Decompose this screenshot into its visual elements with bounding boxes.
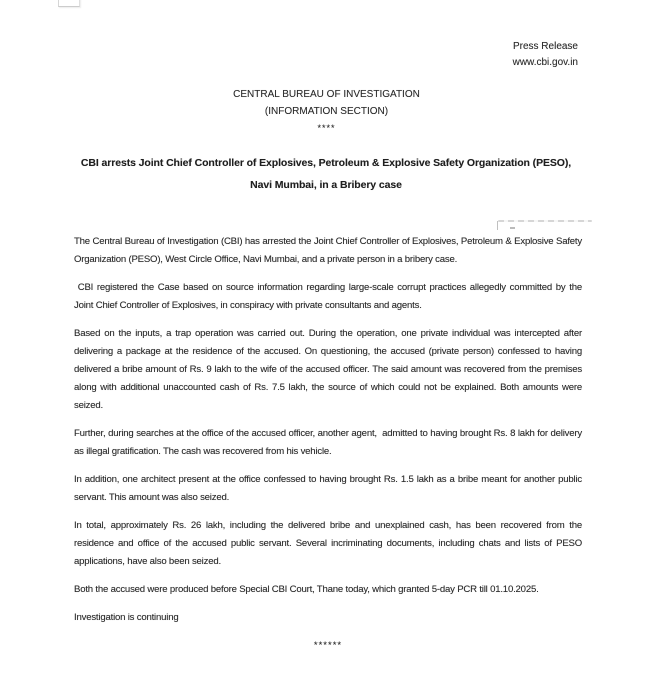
paragraph-6: In total, approximately Rs. 26 lakh, including the delivered bribe and unexplained cash, has been recovered from the residence and office of the accused public servant. Several incriminating documents, including chats and lists of PESO applications, have also been seized. [74,520,585,567]
paragraph-4: Further, during searches at the office of the accused officer, another agent, admitted to having brought Rs. 8 lakh for delivery as illegal gratification. The cash was recovered from his vehicle. [74,428,585,457]
headline-line-1: CBI arrests Joint Chief Controller of Explosives, Petroleum & Explosive Safety Organization (PESO), [80,157,572,169]
press-release-label: Press Release [512,41,578,52]
scan-artifact-tick [497,221,498,230]
paragraph-2: CBI registered the Case based on source information regarding large-scale corrupt practices allegedly committed by the Joint Chief Controller of Explosives, in conspiracy with private consultants and agents. [74,282,585,311]
website-url: www.cbi.gov.in [512,57,578,68]
paragraph-5: In addition, one architect present at the office confessed to having brought Rs. 1.5 lakh as a bribe meant for another public servant. This amount was also seized. [74,474,585,503]
header-separator: **** [317,123,336,133]
paragraph-7: Both the accused were produced before Special CBI Court, Thane today, which granted 5-day PCR till 01.10.2025. [74,584,539,595]
org-name: CENTRAL BUREAU OF INVESTIGATION [233,89,420,100]
end-marker: ****** [313,640,343,651]
org-header [0,87,653,137]
document-meta [513,39,578,71]
headline-line-2: Navi Mumbai, in a Bribery case [250,179,402,191]
closing-line: Investigation is continuing [74,612,179,623]
scan-artifact-streak [498,220,592,222]
scan-artifact-smudge [497,218,597,232]
scan-artifact-dash [510,227,515,229]
paragraph-1: The Central Bureau of Investigation (CBI) has arrested the Joint Chief Controller of Explosives, Petroleum & Explosive Safety Organization (PESO), West Circle Office, Navi Mumbai, and a private person in a bribery case. [74,236,585,265]
headline [72,152,580,196]
org-section: (INFORMATION SECTION) [264,105,389,117]
document-body [74,233,585,655]
paragraph-3: Based on the inputs, a trap operation was carried out. During the operation, one private individual was intercepted after delivering a package at the residence of the accused. On questioning, the accused (private person) confessed to having delivered a bribe amount of Rs. 9 lakh to the wife of the accused officer. The said amount was recovered from the premises along with additional unaccounted cash of Rs. 7.5 lakh, the source of which could not be explained. Both amounts were seized. [74,328,585,411]
scan-artifact-corner [58,0,80,7]
